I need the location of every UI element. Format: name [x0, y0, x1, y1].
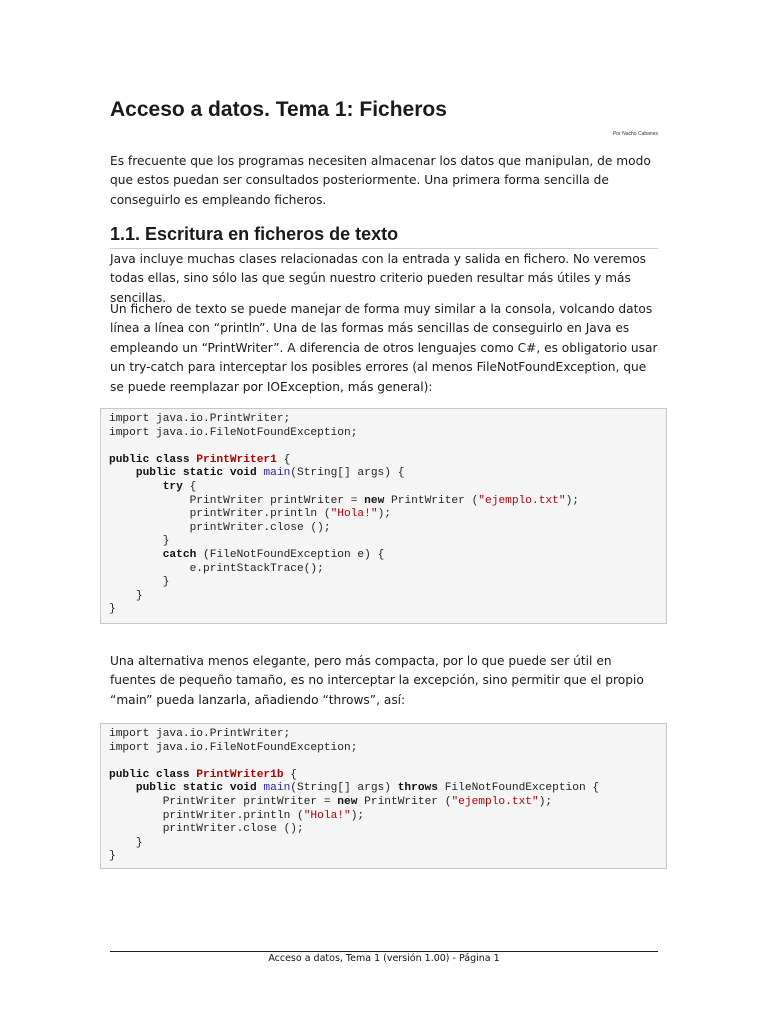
paragraph-throws: Una alternativa menos elegante, pero más compacta, por lo que puede ser útil en fuentes de pequeño tamaño, es no interceptar la excepción, sino permitir que el propio “main” pueda lanzarla, añadiendo “throws”, así:: [110, 654, 644, 707]
paragraph-classes: Java incluye muchas clases relacionadas con la entrada y salida en fichero. No veremos todas ellas, sino sólo las que según nuestro criterio pueden resultar más útiles y más sencillas.: [110, 252, 647, 305]
code-block-try-catch: import java.io.PrintWriter; import java.io.FileNotFoundException; public class PrintWriter1 { public static void main(String[] args) { try { PrintWriter printWriter = new PrintWriter ("ejemplo.txt"); printWriter.println ("Hola!"); printWriter.close (); } catch (FileNotFoundException e) { e.printStackTrace(); } } }: [100, 408, 667, 624]
footer-divider: [110, 951, 658, 952]
code-block-throws: import java.io.PrintWriter; import java.io.FileNotFoundException; public class PrintWriter1b { public static void main(String[] args) throws FileNotFoundException { PrintWriter printWriter = new PrintWriter ("ejemplo.txt"); printWriter.println ("Hola!"); printWriter.close (); } }: [100, 723, 667, 869]
class-name-printwriter1b: PrintWriter1b: [196, 768, 284, 781]
page-footer: Acceso a datos, Tema 1 (versión 1.00) - Página 1: [268, 953, 500, 964]
intro-paragraph: Es frecuente que los programas necesiten almacenar los datos que manipulan, de modo que estos puedan ser consultados posteriormente. Una primera forma sencilla de conseguirlo es empleando ficheros.: [110, 154, 651, 207]
author-credit: Por Nacho Cabanes: [612, 131, 658, 137]
paragraph-printwriter: Un fichero de texto se puede manejar de forma muy similar a la consola, volcando datos línea a línea con “println”. Una de las formas más sencillas de conseguirlo en Java es empleando un “PrintWriter”. A diferencia de otros lenguajes como C#, es obligatorio usar un try-catch para interceptar los posibles errores (al menos FileNotFoundException, que se puede reemplazar por IOException, más general):: [110, 302, 658, 394]
section-heading: 1.1. Escritura en ficheros de texto: [110, 224, 658, 249]
page-title: Acceso a datos. Tema 1: Ficheros: [110, 98, 447, 121]
class-name-printwriter1: PrintWriter1: [196, 453, 277, 466]
